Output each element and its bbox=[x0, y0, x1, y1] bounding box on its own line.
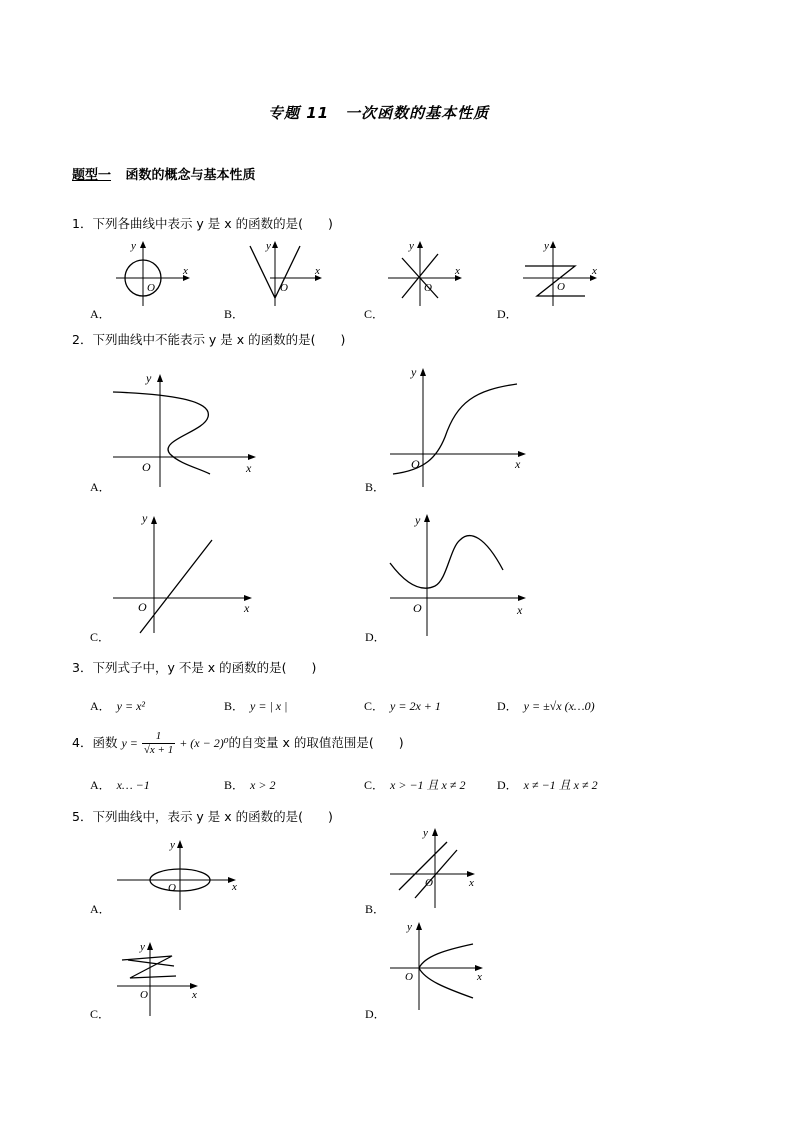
section-heading bbox=[72, 164, 256, 183]
q1d-origin: O bbox=[557, 281, 565, 293]
q2a-y-label: y bbox=[146, 371, 152, 385]
q1-graph-b bbox=[240, 236, 330, 308]
q1-graph-d bbox=[515, 236, 605, 308]
q4-option-c-formula: x > −1 且 x ≠ 2 bbox=[390, 778, 466, 792]
q5c-x-label: x bbox=[192, 989, 197, 1001]
q5b-origin: O bbox=[425, 877, 433, 889]
q1c-x-label: x bbox=[455, 265, 460, 277]
q3-option-a: A． y = x² bbox=[90, 699, 146, 713]
q2b-y-label: y bbox=[411, 365, 417, 379]
q4-option-a-formula: x… −1 bbox=[116, 778, 150, 792]
question-5-text: 5．下列曲线中，表示 y 是 x 的函数的是( ) bbox=[72, 809, 333, 824]
q1b-origin: O bbox=[280, 282, 288, 294]
q2c-origin: O bbox=[138, 600, 147, 614]
q2b-x-label: x bbox=[515, 457, 521, 471]
q1c-origin: O bbox=[424, 282, 432, 294]
q5a-origin: O bbox=[168, 882, 176, 894]
q2d-origin: O bbox=[413, 601, 422, 615]
q5-option-a: A． bbox=[90, 902, 111, 916]
q3-option-c-formula: y = 2x + 1 bbox=[390, 699, 441, 713]
q2-graph-a bbox=[108, 362, 268, 490]
q5-graph-a bbox=[112, 836, 252, 912]
q4-option-b: B． x > 2 bbox=[224, 778, 276, 792]
q2d-x-label: x bbox=[517, 603, 523, 617]
q5b-x-label: x bbox=[469, 877, 474, 889]
q2-graph-d bbox=[385, 508, 545, 636]
q2-graph-c bbox=[108, 508, 268, 636]
q5c-y-label: y bbox=[140, 941, 145, 953]
q2-option-b: B． bbox=[365, 480, 386, 494]
q2d-y-label: y bbox=[415, 513, 421, 527]
question-1-text: 1．下列各曲线中表示 y 是 x 的函数的是( ) bbox=[72, 216, 333, 231]
q1-graph-a bbox=[108, 236, 198, 308]
q5a-y-label: y bbox=[170, 839, 175, 851]
q1-option-a: A． bbox=[90, 307, 111, 321]
q5-graph-b bbox=[385, 826, 495, 912]
q1a-origin: O bbox=[147, 282, 155, 294]
q5-option-b: B． bbox=[365, 902, 386, 916]
q1-option-b: B． bbox=[224, 307, 245, 321]
q5c-origin: O bbox=[140, 989, 148, 1001]
q1-option-d: D． bbox=[497, 307, 518, 321]
q5-option-d: D． bbox=[365, 1007, 386, 1021]
q2-option-c: C． bbox=[90, 630, 111, 644]
q1b-y-label: y bbox=[266, 240, 271, 252]
q2a-x-label: x bbox=[246, 461, 252, 475]
q4-option-d: D． x ≠ −1 且 x ≠ 2 bbox=[497, 778, 598, 792]
q4-option-c: C． x > −1 且 x ≠ 2 bbox=[364, 778, 466, 792]
page-title: 专题 11 一次函数的基本性质 bbox=[268, 104, 490, 122]
q5-option-c: C． bbox=[90, 1007, 111, 1021]
q5d-origin: O bbox=[405, 971, 413, 983]
q3-option-d-formula: y = ±√x (x…0) bbox=[523, 699, 595, 713]
q1-option-c: C． bbox=[364, 307, 385, 321]
q4-option-a: A． x… −1 bbox=[90, 778, 150, 792]
q1b-x-label: x bbox=[315, 265, 320, 277]
q2-option-a: A． bbox=[90, 480, 111, 494]
q1d-y-label: y bbox=[544, 240, 549, 252]
q2-graph-b bbox=[385, 362, 545, 490]
section-text: 函数的概念与基本性质 bbox=[125, 168, 256, 183]
q3-option-a-formula: y = x² bbox=[116, 699, 146, 713]
q5a-x-label: x bbox=[232, 881, 237, 893]
q3-option-d: D． y = ±√x (x…0) bbox=[497, 699, 595, 713]
q2-option-d: D． bbox=[365, 630, 386, 644]
section-label: 题型一 bbox=[72, 168, 112, 183]
q5-graph-c bbox=[112, 936, 212, 1018]
q3-option-b: B． y = | x | bbox=[224, 699, 288, 713]
q2c-x-label: x bbox=[244, 601, 250, 615]
q2a-origin: O bbox=[142, 460, 151, 474]
q1-graph-c bbox=[380, 236, 470, 308]
q1d-x-label: x bbox=[592, 265, 597, 277]
q5-graph-d bbox=[385, 918, 495, 1014]
q3-option-c: C． y = 2x + 1 bbox=[364, 699, 441, 713]
q5d-x-label: x bbox=[477, 971, 482, 983]
q4-option-b-formula: x > 2 bbox=[250, 778, 276, 792]
q4-fraction: $\frac{1}{√x + 1}$ bbox=[143, 730, 174, 756]
q1a-y-label: y bbox=[131, 240, 136, 252]
q2c-y-label: y bbox=[142, 511, 148, 525]
q3-option-b-formula: y = | x | bbox=[250, 699, 288, 713]
q5d-y-label: y bbox=[407, 921, 412, 933]
question-2-text: 2．下列曲线中不能表示 y 是 x 的函数的是( ) bbox=[72, 332, 346, 347]
q2b-origin: O bbox=[411, 457, 420, 471]
q4-option-d-formula: x ≠ −1 且 x ≠ 2 bbox=[523, 778, 598, 792]
q5b-y-label: y bbox=[423, 827, 428, 839]
question-4-text: 4．函数 y = $\frac{1}{√x + 1}$ + (x − 2)⁰的自变量 x 的取值范围是( ) bbox=[72, 730, 404, 756]
q1a-x-label: x bbox=[183, 265, 188, 277]
question-3-text: 3．下列式子中，y 不是 x 的函数的是( ) bbox=[72, 660, 317, 675]
q1c-y-label: y bbox=[409, 240, 414, 252]
